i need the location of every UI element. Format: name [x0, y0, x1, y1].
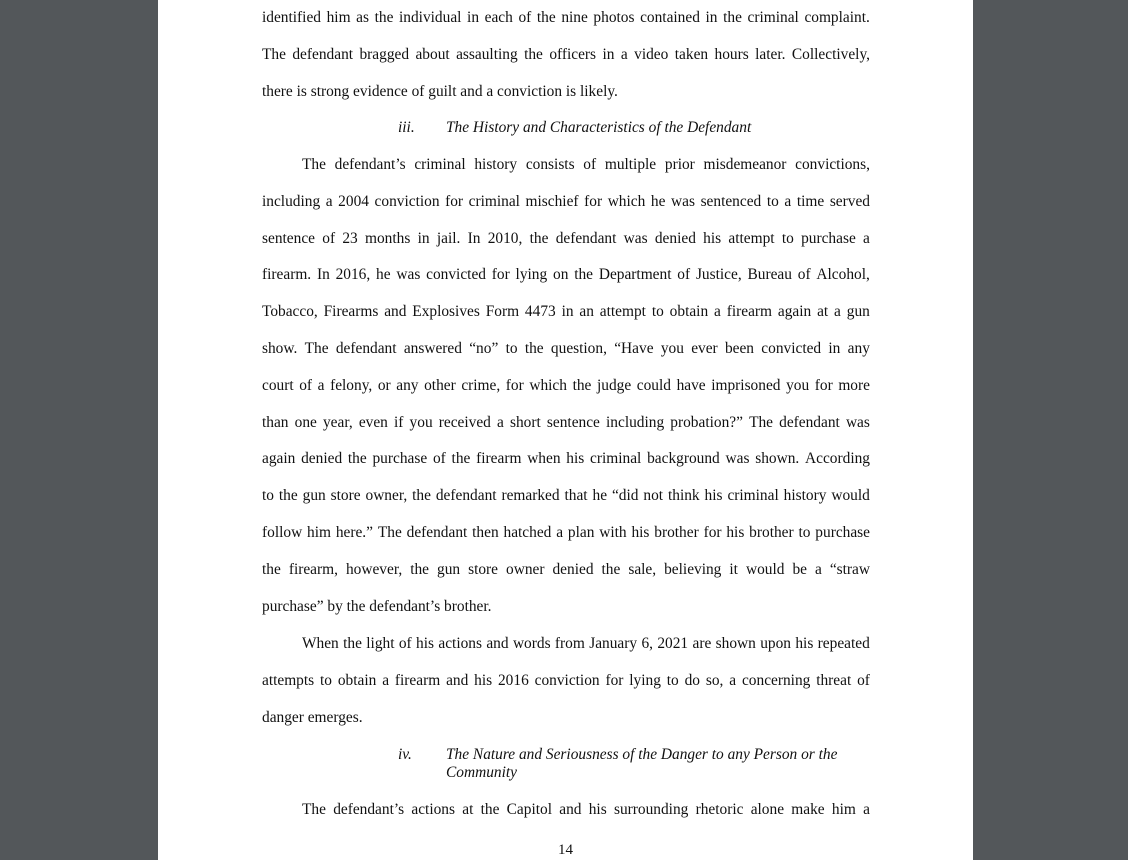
text-line: again denied the purchase of the firearm when his criminal background was shown. According	[262, 450, 870, 468]
paragraph-danger	[262, 792, 870, 829]
heading-title-line2: Community	[446, 764, 517, 781]
text-line: sentence of 23 months in jail. In 2010, the defendant was denied his attempt to purchase a	[262, 229, 870, 247]
text-line: Tobacco, Firearms and Explosives Form 4473 in an attempt to obtain a firearm again at a gun	[262, 303, 870, 321]
text-line: firearm. In 2016, he was convicted for lying on the Department of Justice, Bureau of Alcohol,	[262, 266, 870, 284]
text-line: The defendant’s actions at the Capitol and his surrounding rhetoric alone make him a	[302, 801, 870, 818]
page-number: 14	[558, 842, 573, 858]
text-line: including a 2004 conviction for criminal mischief for which he was sentenced to a time served	[262, 192, 870, 210]
heading-title-line1: The Nature and Seriousness of the Danger to any Person or the	[446, 746, 838, 763]
text-line: there is strong evidence of guilt and a conviction is likely.	[262, 82, 618, 100]
heading-numeral: iii.	[398, 119, 415, 136]
text-line: follow him here.” The defendant then hatched a plan with his brother for his brother to purchase	[262, 523, 870, 541]
text-line: attempts to obtain a firearm and his 2016 conviction for lying to do so, a concerning threat of	[262, 671, 870, 689]
text-line: The defendant bragged about assaulting the officers in a video taken hours later. Collectively,	[262, 45, 870, 63]
text-line: to the gun store owner, the defendant remarked that he “did not think his criminal history would	[262, 487, 870, 505]
text-line: identified him as the individual in each of the nine photos contained in the criminal complaint.	[262, 9, 870, 26]
text-line: the firearm, however, the gun store owner denied the sale, believing it would be a “straw	[262, 560, 870, 578]
heading-title: The History and Characteristics of the Defendant	[446, 119, 752, 136]
heading-numeral: iv.	[398, 746, 412, 763]
paragraph-threat	[262, 626, 870, 736]
text-line: When the light of his actions and words from January 6, 2021 are shown upon his repeated	[302, 635, 870, 652]
paragraph-criminal-history	[262, 147, 870, 625]
text-line: The defendant’s criminal history consists of multiple prior misdemeanor convictions,	[302, 156, 870, 173]
document-page	[158, 0, 973, 860]
text-line: danger emerges.	[262, 708, 363, 726]
paragraph-evidence	[262, 0, 870, 110]
text-line: than one year, even if you received a short sentence including probation?” The defendant was	[262, 413, 870, 431]
text-line: show. The defendant answered “no” to the question, “Have you ever been convicted in any	[262, 339, 870, 357]
text-line: purchase” by the defendant’s brother.	[262, 597, 492, 615]
text-line: court of a felony, or any other crime, for which the judge could have imprisoned you for more	[262, 376, 870, 394]
